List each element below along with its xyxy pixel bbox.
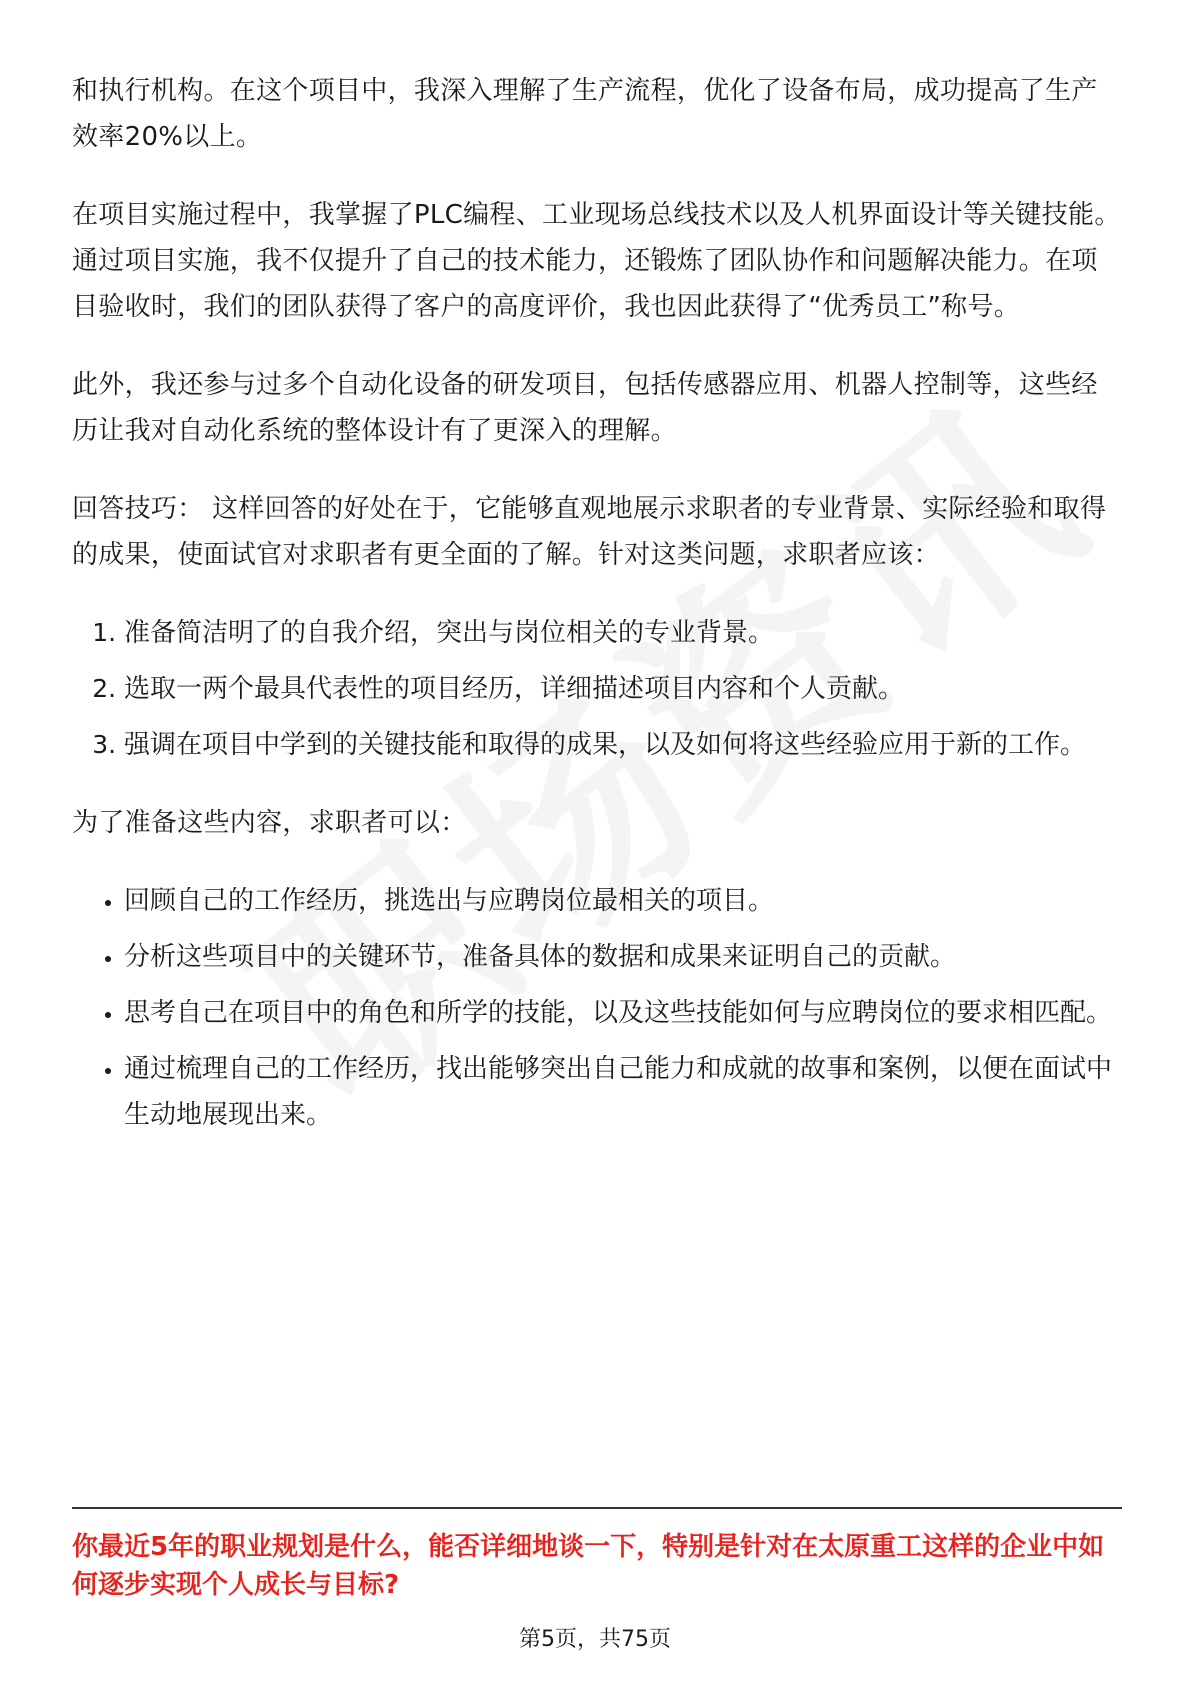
list-item: 3. 强调在项目中学到的关键技能和取得的成果，以及如何将这些经验应用于新的工作。: [124, 722, 1122, 768]
paragraph-other-projects: 此外，我还参与过多个自动化设备的研发项目，包括传感器应用、机器人控制等，这些经历让我对自动化系统的整体设计有了更深入的理解。: [72, 370, 1098, 446]
list-item: 1. 准备简洁明了的自我介绍，突出与岗位相关的专业背景。: [124, 610, 1122, 656]
paragraph-prep-intro: 为了准备这些内容，求职者可以：: [72, 808, 467, 838]
list-item: • 通过梳理自己的工作经历，找出能够突出自己能力和成就的故事和案例，以便在面试中生动地展现出来。: [124, 1046, 1122, 1138]
prep-bullet-list: [72, 878, 1122, 1138]
paragraph-skills: 在项目实施过程中，我掌握了PLC编程、工业现场总线技术以及人机界面设计等关键技能。通过项目实施，我不仅提升了自己的技术能力，还锻炼了团队协作和问题解决能力。在项目验收时，我们的团队获得了客户的高度评价，我也因此获得了“优秀员工”称号。: [72, 200, 1121, 322]
list-item: • 思考自己在项目中的角色和所学的技能，以及这些技能如何与应聘岗位的要求相匹配。: [124, 990, 1122, 1036]
list-item: • 回顾自己的工作经历，挑选出与应聘岗位最相关的项目。: [124, 878, 1122, 924]
section-divider: [72, 1507, 1122, 1509]
tips-numbered-list: [72, 610, 1122, 768]
paragraph-answer-tips: 回答技巧： 这样回答的好处在于，它能够直观地展示求职者的专业背景、实际经验和取得的成果，使面试官对求职者有更全面的了解。针对这类问题，求职者应该：: [72, 494, 1107, 570]
list-item: 2. 选取一两个最具代表性的项目经历，详细描述项目内容和个人贡献。: [124, 666, 1122, 712]
main-content: [72, 68, 1122, 1170]
next-question-heading: 你最近5年的职业规划是什么，能否详细地谈一下，特别是针对在太原重工这样的企业中如何逐步实现个人成长与目标?: [72, 1532, 1105, 1600]
page-number-footer: 第5页，共75页: [519, 1627, 671, 1652]
list-item: • 分析这些项目中的关键环节，准备具体的数据和成果来证明自己的贡献。: [124, 934, 1122, 980]
paragraph-project-result: 和执行机构。在这个项目中，我深入理解了生产流程，优化了设备布局，成功提高了生产效率20%以上。: [72, 76, 1098, 152]
